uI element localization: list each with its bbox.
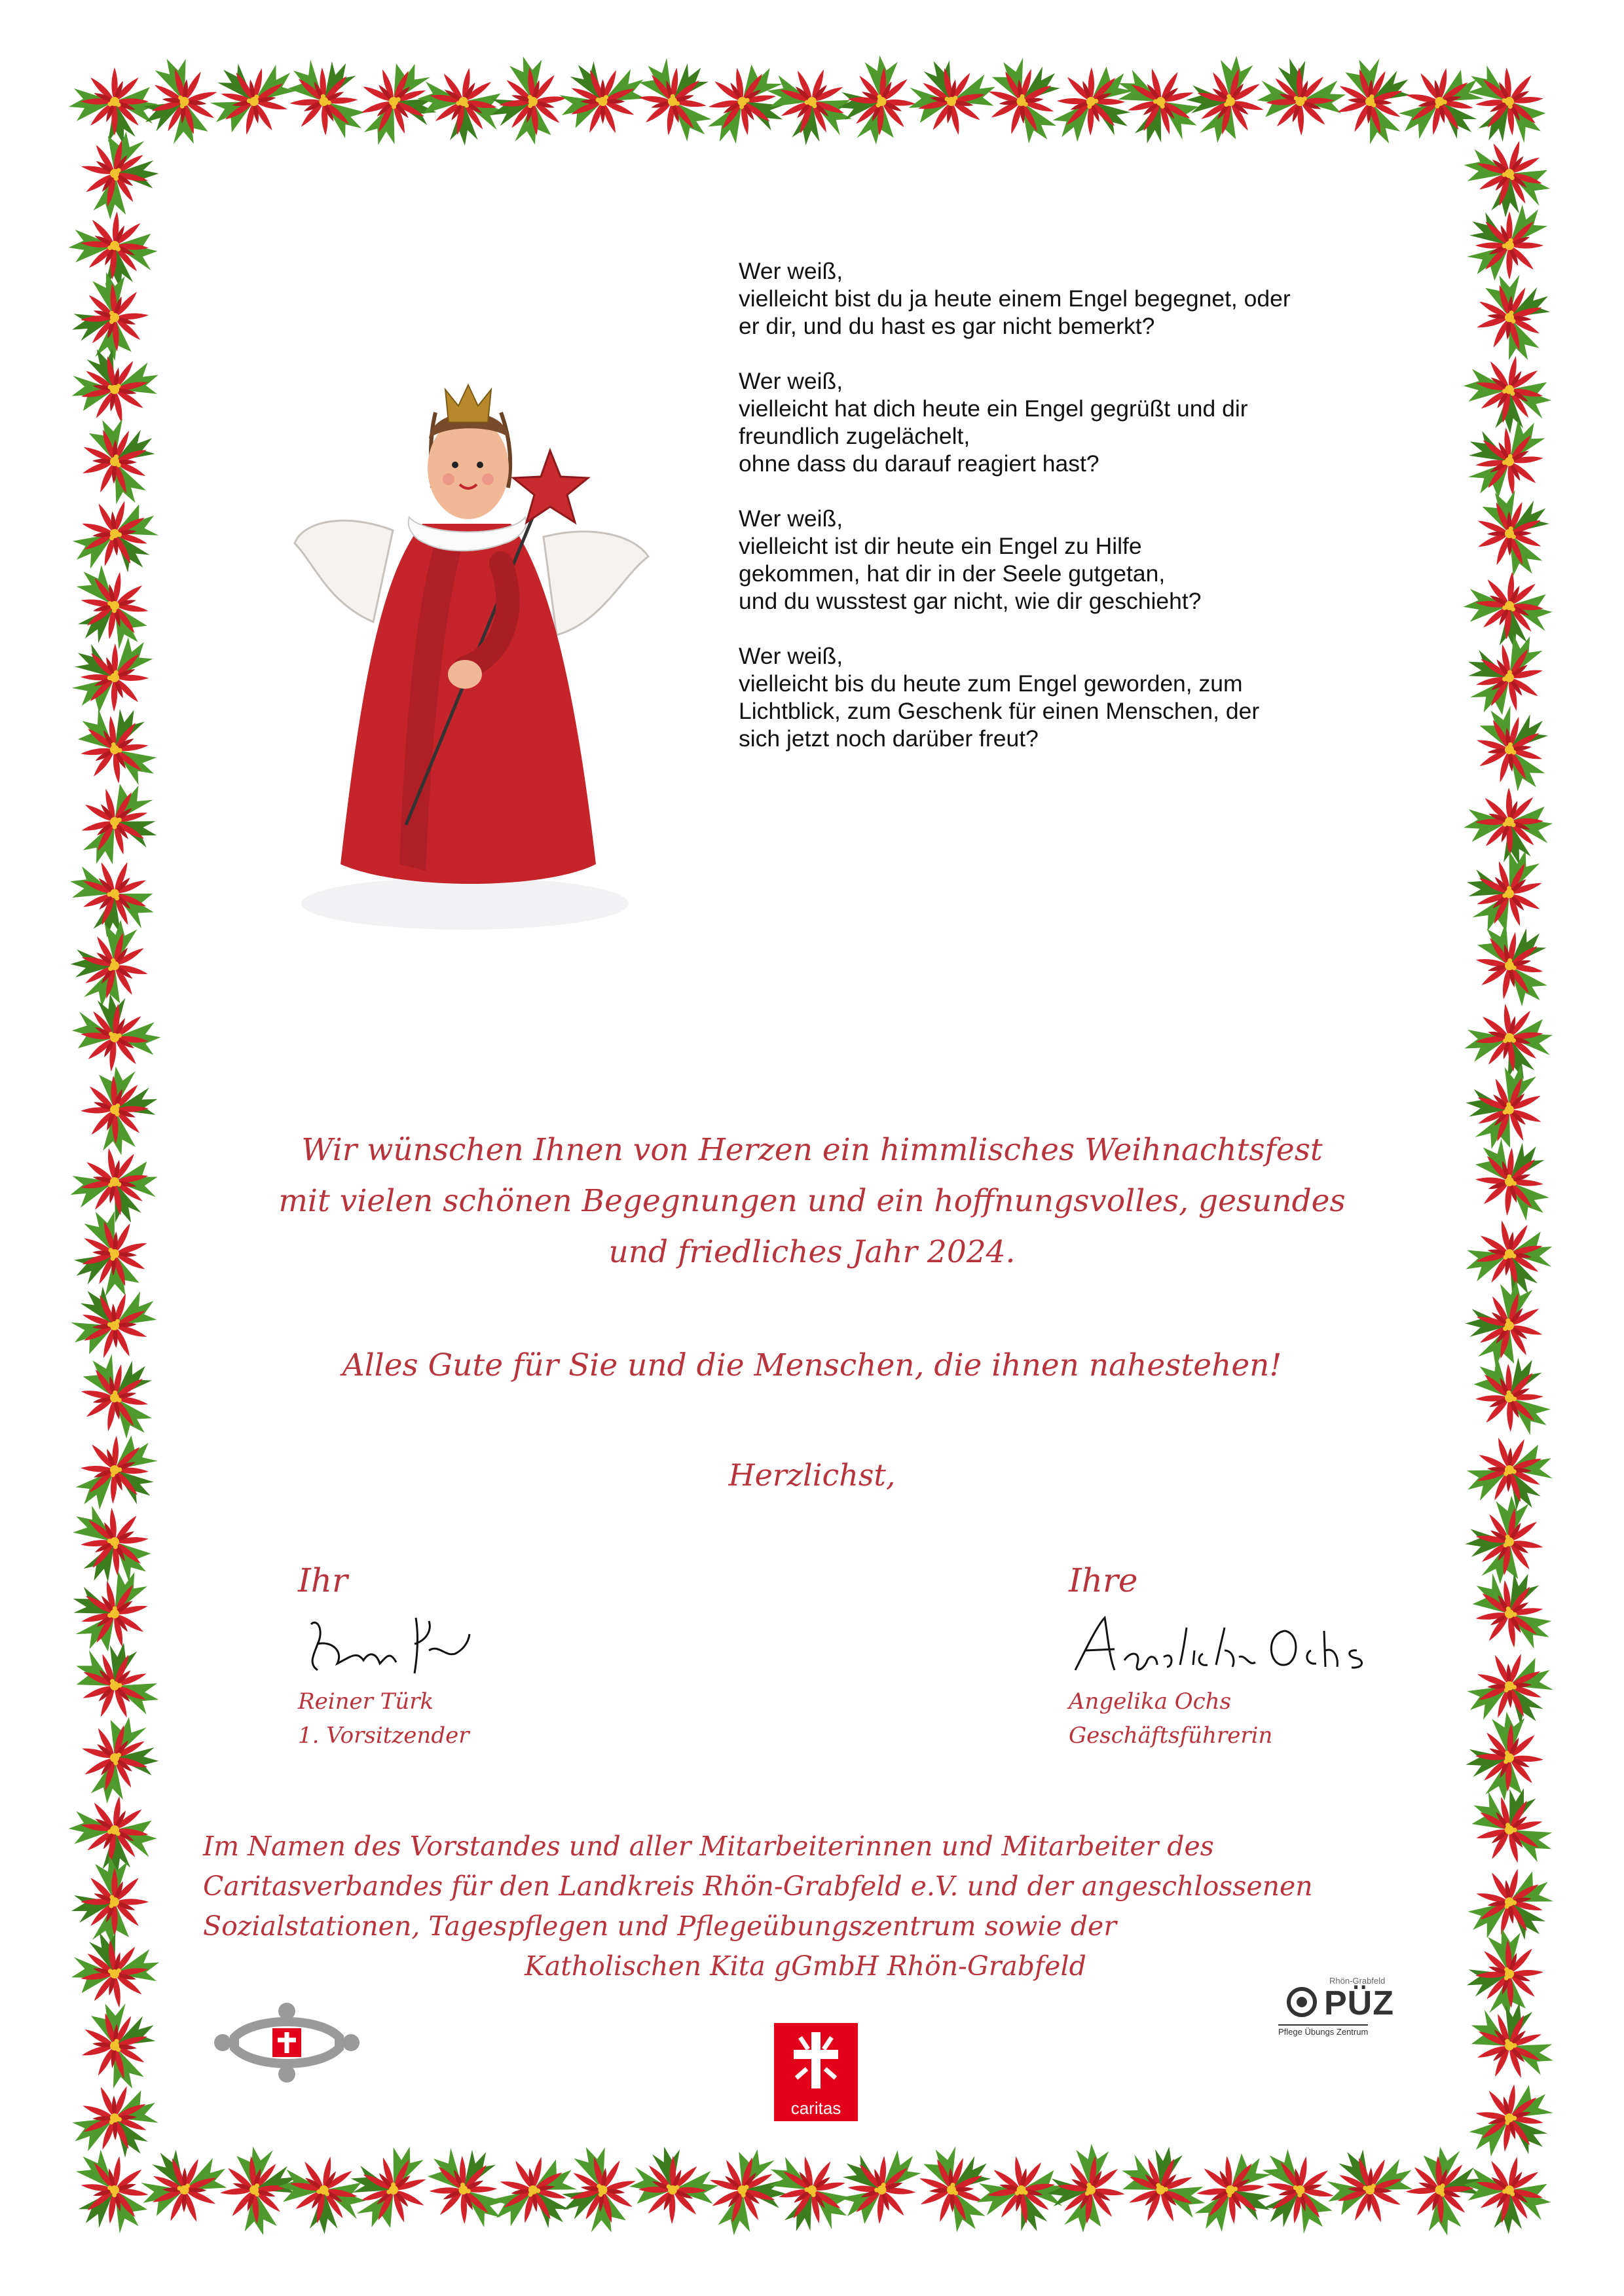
angel-poem (739, 257, 1479, 780)
handwritten-signature-reiner-tuerk (298, 1605, 494, 1683)
poinsettia-flower (270, 2148, 373, 2241)
poem-line: Wer weiß, (739, 368, 843, 394)
poem-line: ohne dass du darauf reagiert hast? (739, 450, 1099, 477)
poinsettia-flower (66, 208, 160, 291)
greeting-line: mit vielen schönen Begegnungen und ein hoffnungsvolles, gesundes (278, 1183, 1346, 1219)
poinsettia-flower (970, 2149, 1071, 2240)
poem-line: und du wusstest gar nicht, wie dir geschieht? (739, 588, 1202, 614)
poinsettia-flower (1238, 2133, 1353, 2250)
poinsettia-flower (836, 53, 919, 147)
poinsettia-flower (194, 41, 311, 153)
signer-role: Geschäftsführerin (1069, 1722, 1273, 1749)
poinsettia-flower (629, 2146, 719, 2225)
poinsettia-flower (216, 2143, 301, 2238)
poinsettia-flower (68, 406, 171, 516)
poinsettia-flower (69, 67, 158, 145)
footer-line: Im Namen des Vorstandes und aller Mitarbeiterinnen und Mitarbeiter des (203, 1831, 1214, 1862)
poinsettia-flower (72, 124, 166, 228)
poinsettia-flower (485, 52, 572, 149)
footer-line: Caritasverbandes für den Landkreis Rhön-Grabfeld e.V. und der angeschlossenen (203, 1870, 1313, 1902)
poinsettia-flower (62, 911, 158, 1016)
signature-label: Ihr (298, 1561, 348, 1599)
poem-line: vielleicht hat dich heute ein Engel gegrüßt und dir (739, 395, 1248, 422)
signature-label: Ihre (1069, 1561, 1138, 1599)
poinsettia-flower (1456, 1270, 1554, 1376)
poinsettia-flower (549, 2137, 647, 2243)
poinsettia-flower (52, 2133, 168, 2251)
signature-block-left (298, 1561, 494, 1753)
poinsettia-flower (58, 483, 173, 593)
poinsettia-flower (1456, 1988, 1569, 2096)
poinsettia-flower (62, 1338, 176, 1455)
poinsettia-flower (1457, 905, 1572, 1023)
poinsettia-flower (902, 2132, 1010, 2246)
poinsettia-flower (1255, 57, 1347, 137)
christmas-greeting (164, 1125, 1460, 1278)
poinsettia-flower (1464, 264, 1564, 372)
signer-name: Reiner Türk (298, 1688, 434, 1715)
poinsettia-flower (54, 615, 172, 732)
poinsettia-flower (1178, 46, 1274, 152)
poem-line: vielleicht bis du heute zum Engel geworden, zum (739, 670, 1243, 697)
poinsettia-flower (57, 1267, 171, 1376)
poinsettia-flower (1315, 2134, 1424, 2236)
poinsettia-flower (688, 46, 802, 164)
poinsettia-flower (1452, 1850, 1568, 1962)
poinsettia-flower (58, 1415, 175, 1533)
poinsettia-flower (1447, 46, 1564, 162)
greeting-line: und friedliches Jahr 2024. (608, 1234, 1016, 1270)
kita-logo (208, 1997, 365, 2088)
poinsettia-flower (1452, 2065, 1570, 2180)
poinsettia-flower (62, 767, 174, 883)
poinsettia-flower (55, 1552, 168, 1669)
poinsettia-flower (1043, 2139, 1130, 2236)
poinsettia-flower (128, 2133, 239, 2237)
poinsettia-flower (1107, 2133, 1219, 2239)
footer-line: Sozialstationen, Tagespflegen und Pflegeübungszentrum sowie der (203, 1910, 1116, 1942)
poinsettia-flower (269, 41, 387, 158)
poem-line: Lichtblick, zum Geschenk für einen Menschen, der (739, 698, 1260, 724)
poinsettia-flower (64, 1140, 164, 1232)
poinsettia-flower (52, 1486, 170, 1603)
poinsettia-flower (754, 54, 864, 156)
poinsettia-flower (971, 43, 1081, 158)
poinsettia-flower (1175, 2135, 1291, 2253)
signer-name: Angelika Ochs (1069, 1688, 1232, 1715)
poinsettia-flower (1464, 1710, 1546, 1803)
poinsettia-flower (1455, 1121, 1572, 1239)
poem-line: Wer weiß, (739, 258, 843, 284)
poem-stanza (739, 505, 1479, 615)
poinsettia-flower (1403, 2145, 1485, 2238)
poinsettia-flower (70, 1992, 169, 2099)
poinsettia-flower (130, 48, 229, 155)
poinsettia-flower (409, 2129, 526, 2246)
poinsettia-flower (65, 1925, 164, 2014)
poinsettia-flower (56, 845, 167, 950)
poinsettia-flower (343, 48, 452, 162)
greeting-line: Wir wünschen Ihnen von Herzen ein himmlisches Weihnachtsfest (301, 1132, 1323, 1168)
caritas-logo-text: caritas (790, 2098, 841, 2118)
poinsettia-flower (821, 2127, 938, 2244)
poinsettia-flower (335, 2130, 445, 2244)
poinsettia-flower (1457, 1211, 1561, 1306)
poinsettia-flower (750, 2136, 866, 2250)
poinsettia-flower (1099, 49, 1215, 160)
poinsettia-flower (69, 1707, 168, 1813)
poinsettia-flower (1035, 47, 1153, 164)
poinsettia-flower (900, 50, 1004, 144)
poem-line: vielleicht ist dir heute ein Engel zu Hilfe (739, 533, 1142, 559)
poem-line: freundlich zugelächelt, (739, 423, 970, 449)
poinsettia-flower (52, 549, 167, 666)
poinsettia-flower (79, 1065, 160, 1157)
red-angel-figurine (268, 327, 727, 956)
poinsettia-flower (1455, 1770, 1571, 1882)
poinsettia-flower (696, 2139, 796, 2247)
poinsettia-flower (1451, 833, 1560, 948)
poinsettia-flower (1453, 128, 1561, 228)
poinsettia-flower (62, 1629, 174, 1736)
poinsettia-flower (1464, 1926, 1545, 2019)
signature-block-right (1069, 1561, 1370, 1753)
poinsettia-flower (1455, 1423, 1564, 1525)
poinsettia-flower (59, 2069, 172, 2176)
footer-line: Katholischen Kita gGmbH Rhön-Grabfeld (525, 1950, 1086, 1982)
poinsettia-flower (1455, 2147, 1559, 2242)
poem-line: gekommen, hat dir in der Seele gutgetan, (739, 560, 1166, 587)
poinsettia-flower (1460, 1490, 1550, 1590)
poinsettia-flower (71, 1856, 149, 1945)
poinsettia-flower (60, 689, 177, 805)
poinsettia-flower (64, 338, 167, 432)
puez-region-text: Rhön-Grabfeld (1329, 1976, 1386, 1986)
poem-stanza (739, 257, 1479, 340)
poem-stanza (739, 642, 1479, 752)
poinsettia-flower (1463, 787, 1553, 866)
poinsettia-flower (1460, 998, 1557, 1086)
poinsettia-flower (1454, 1554, 1572, 1669)
poinsettia-flower (476, 2138, 592, 2250)
puez-logo-text: PÜZ (1324, 1984, 1394, 2022)
poinsettia-flower (1324, 47, 1425, 156)
best-wishes-line: Alles Gute für Sie und die Menschen, die ihnen nahestehen! (342, 1347, 1282, 1383)
poinsettia-flower (63, 1790, 162, 1879)
handwritten-signature-angelika-ochs (1069, 1605, 1370, 1683)
poem-line: er dir, und du hast es gar nicht bemerkt? (739, 313, 1155, 339)
poem-line: vielleicht bist du ja heute einem Engel begegnet, oder (739, 285, 1291, 312)
poinsettia-flower (1454, 1637, 1567, 1744)
poinsettia-flower (68, 270, 151, 364)
regards-line: Herzlichst, (728, 1457, 896, 1493)
poinsettia-flower (547, 45, 658, 149)
puez-subtitle: Pflege Übungs Zentrum (1278, 2024, 1368, 2037)
poinsettia-flower (1382, 49, 1500, 163)
organization-footer (203, 1827, 1447, 1986)
poinsettia-flower (619, 41, 735, 158)
signer-role: 1. Vorsitzender (298, 1722, 470, 1749)
poem-line: Wer weiß, (739, 505, 843, 532)
poem-line: sich jetzt noch darüber freut? (739, 725, 1039, 752)
poinsettia-flower (1454, 1337, 1572, 1454)
poinsettia-flower (60, 1199, 160, 1308)
poinsettia-flower (68, 990, 165, 1076)
poinsettia-flower (1454, 1051, 1558, 1162)
poinsettia-flower (411, 60, 511, 152)
poem-stanza (739, 367, 1479, 477)
poem-line: Wer weiß, (739, 643, 843, 669)
